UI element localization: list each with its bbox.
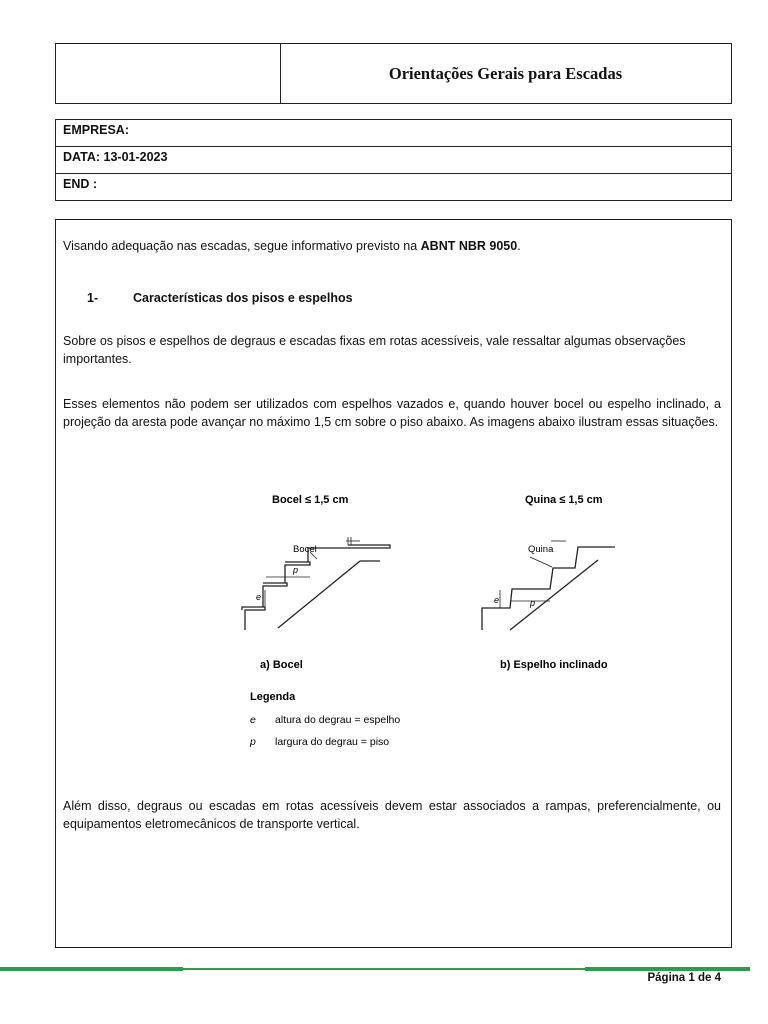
section-title: Características dos pisos e espelhos xyxy=(133,291,353,305)
page-number: Página 1 de 4 xyxy=(647,972,721,984)
intro-reference: ABNT NBR 9050 xyxy=(420,239,518,253)
intro-end: . xyxy=(517,239,521,253)
footer-line-center xyxy=(183,968,585,970)
end-row: END : xyxy=(63,177,98,191)
footer-line-left xyxy=(0,967,183,971)
right-dim-e: e xyxy=(494,595,500,605)
legend-p-text: largura do degrau = piso xyxy=(275,736,390,748)
logo-cell xyxy=(56,44,281,103)
quina-label: Quina xyxy=(528,544,554,555)
section-heading xyxy=(87,289,353,307)
legend-e-text: altura do degrau = espelho xyxy=(275,714,401,726)
right-figure-title: Quina ≤ 1,5 cm xyxy=(525,494,603,506)
legend-p-symbol: p xyxy=(250,736,256,748)
data-row: DATA: 13-01-2023 xyxy=(56,147,731,174)
stair-figure xyxy=(230,485,630,755)
intro-paragraph xyxy=(63,237,721,255)
paragraph-3: Além disso, degraus ou escadas em rotas acessíveis devem estar associados a rampas, preferencialmente, ou equipamentos eletromecânicos de transporte vertical. xyxy=(63,799,721,831)
left-caption: a) Bocel xyxy=(260,659,303,671)
bocel-label: Bocel xyxy=(293,544,317,555)
left-dim-e: e xyxy=(256,592,262,602)
right-dim-p: p xyxy=(530,598,536,608)
footer-line-right xyxy=(585,967,750,971)
right-caption: b) Espelho inclinado xyxy=(500,659,608,671)
left-figure-title: Bocel ≤ 1,5 cm xyxy=(272,494,349,506)
document-title: Orientações Gerais para Escadas xyxy=(388,63,623,83)
legend-e-symbol: e xyxy=(250,714,256,726)
intro-text: Visando adequação nas escadas, segue informativo previsto na xyxy=(63,239,421,253)
info-table xyxy=(55,119,732,201)
empresa-row: EMPRESA: xyxy=(56,120,731,147)
section-number: 1- xyxy=(87,291,99,305)
paragraph-2: Esses elementos não podem ser utilizados com espelhos vazados e, quando houver bocel ou espelho inclinado, a projeção da aresta pode avançar no máximo 1,5 cm sobre o piso abaixo. As imagens abaixo ilustram essas situações. xyxy=(63,397,721,429)
legend-title: Legenda xyxy=(250,691,296,703)
paragraph-1: Sobre os pisos e espelhos de degraus e escadas fixas em rotas acessíveis, vale ressaltar algumas observações importantes. xyxy=(63,334,686,366)
header-table xyxy=(55,43,732,104)
left-dim-p: p xyxy=(293,565,299,575)
